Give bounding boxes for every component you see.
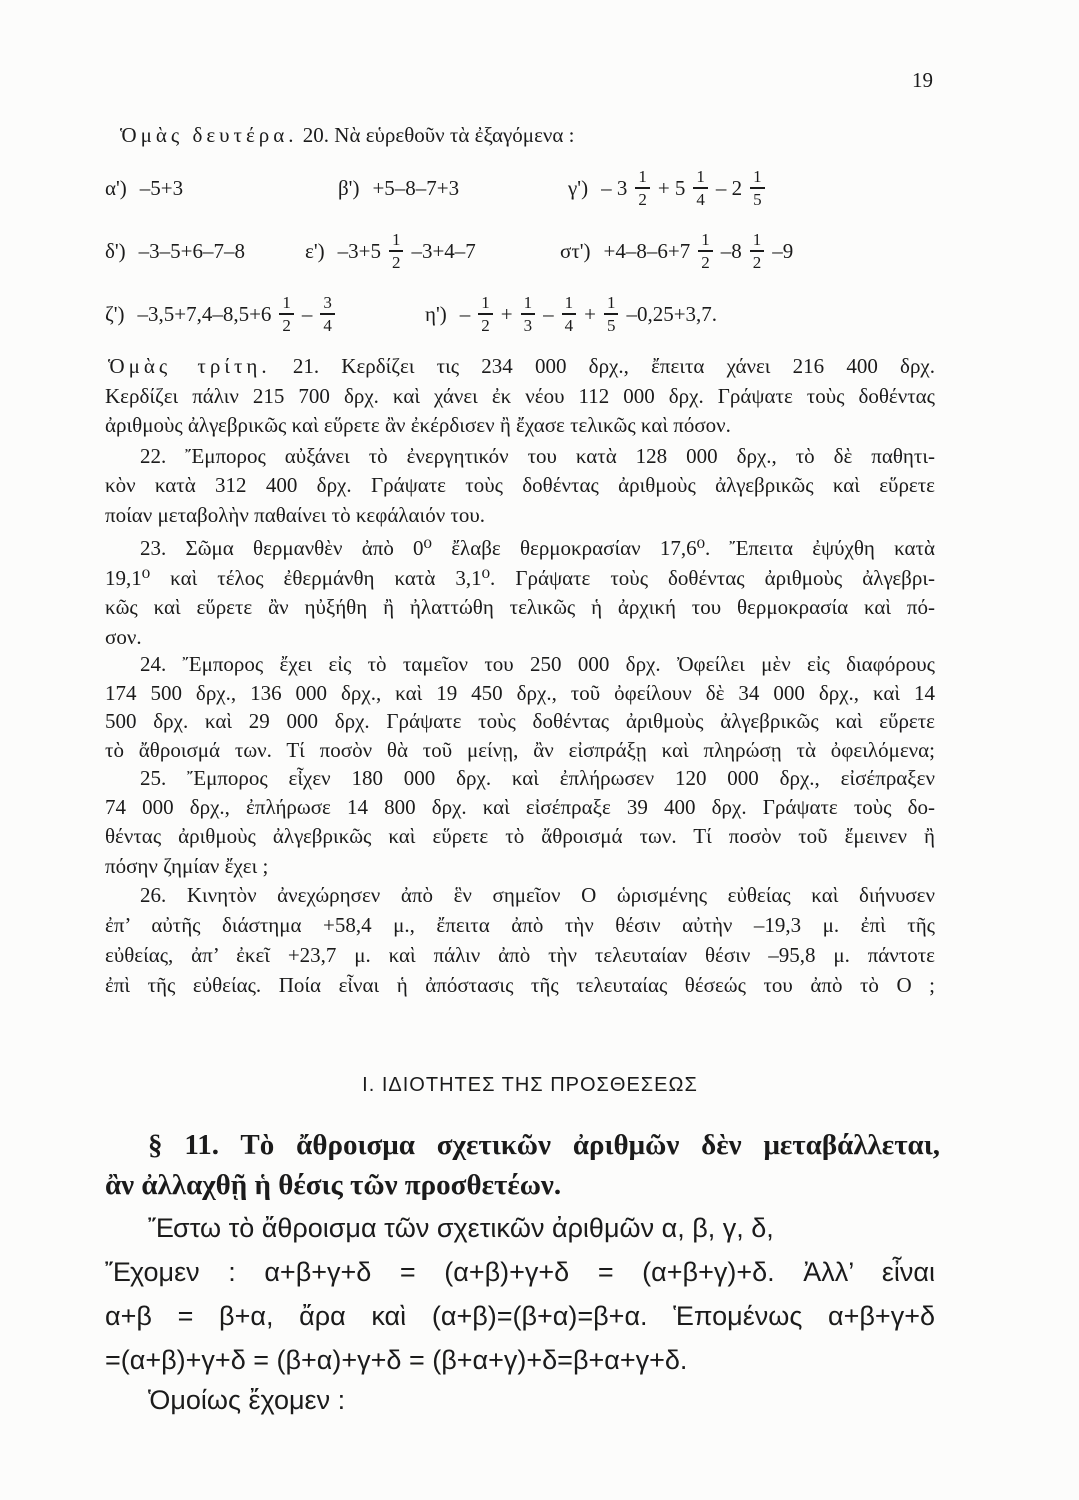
expression-term: –3,5+7,4–8,5+6 bbox=[137, 301, 272, 326]
expression-term: –8 bbox=[720, 238, 742, 263]
exercise-row-2 bbox=[0, 225, 1079, 277]
fraction-bar bbox=[750, 187, 765, 188]
body-line-1: Ἔστω τὸ ἄθροισμα τῶν σχετικῶν ἀριθμῶν α, β, γ, δ, bbox=[148, 1213, 774, 1243]
fraction bbox=[320, 293, 335, 334]
fraction-denominator: 4 bbox=[564, 315, 574, 335]
fraction bbox=[693, 167, 708, 208]
fraction bbox=[389, 230, 404, 271]
fraction-denominator: 2 bbox=[701, 252, 710, 272]
fraction-denominator: 2 bbox=[638, 189, 647, 209]
expression-term: –3+4–7 bbox=[411, 238, 476, 263]
fraction-bar bbox=[389, 250, 404, 251]
exercise-label: β') bbox=[338, 175, 360, 200]
problem-23-line-3: κῶς καὶ εὕρετε ἂν ηὐξήθη ἢ ἠλαττώθη τελικῶς ἡ ἀρχική του θερμοκρασία καὶ πό- bbox=[105, 595, 935, 619]
exercise-alpha bbox=[105, 162, 187, 214]
body-line-4: =(α+β)+γ+δ = (β+α)+γ+δ = (β+α+γ)+δ=β+α+γ+δ. bbox=[105, 1345, 688, 1375]
fraction bbox=[521, 293, 536, 334]
problem-25-line-2: 74 000 δρχ., ἐπλήρωσε 14 800 δρχ. καὶ εἰσέπραξε 39 400 δρχ. Γράψατε τοὺς δο- bbox=[105, 795, 935, 819]
fraction-denominator: 5 bbox=[753, 189, 762, 209]
exercise-beta bbox=[338, 162, 463, 214]
expression-term: + 5 bbox=[657, 175, 686, 200]
expression-term: – bbox=[459, 301, 471, 326]
expression-term: –3–5+6–7–8 bbox=[138, 238, 246, 263]
body-line-2: Ἔχομεν : α+β+γ+δ = (α+β)+γ+δ = (α+β+γ)+δ. Ἀλλ’ εἶναι bbox=[105, 1257, 935, 1287]
problem-23-line-2: 19,1⁰ καὶ τέλος ἐθερμάνθη κατὰ 3,1⁰. Γράψατε τοὺς δοθέντας ἀριθμοὺς ἀλγεβρι- bbox=[105, 566, 935, 590]
exercise-delta bbox=[105, 225, 249, 277]
problem-26-line-3: εὐθείας, ἀπ’ ἐκεῖ +23,7 μ. καὶ πάλιν ἀπὸ τὴν τελευταίαν θέσιν –95,8 μ. πάντοτε bbox=[105, 943, 935, 967]
fraction-bar bbox=[279, 313, 294, 314]
problem-25-line-4: πόσην ζημίαν ἔχει ; bbox=[105, 854, 269, 878]
group-3-title: Ὁμὰς τρίτη. bbox=[108, 354, 271, 378]
fraction-numerator: 1 bbox=[638, 167, 647, 187]
fraction-numerator: 1 bbox=[481, 293, 490, 313]
fraction-denominator: 2 bbox=[282, 315, 291, 335]
expression-term: + bbox=[500, 301, 513, 326]
fraction bbox=[562, 293, 577, 334]
problem-22-line-1: 22. Ἔμπορος αὐξάνει τὸ ἐνεργητικόν του κατὰ 128 000 δρχ., τὸ δὲ παθητι- bbox=[140, 444, 935, 468]
fraction-bar bbox=[478, 313, 493, 314]
problem-24-line-3: 500 δρχ. καὶ 29 000 δρχ. Γράψατε τοὺς δοθέντας ἀριθμοὺς ἀλγεβρικῶς καὶ εὕρετε bbox=[105, 709, 935, 733]
problem-21-line-2: Κερδίζει πάλιν 215 700 δρχ. καὶ χάνει ἐκ νέου 112 000 δρχ. Γράψατε τοὺς δοθέντας bbox=[105, 384, 935, 408]
problem-20-instruction: 20. Νὰ εὑρεθοῦν τὰ ἐξαγόμενα : bbox=[302, 123, 575, 147]
fraction-numerator: 1 bbox=[701, 230, 710, 250]
fraction-numerator: 1 bbox=[282, 293, 291, 313]
fraction bbox=[635, 167, 650, 208]
problem-24-line-2: 174 500 δρχ., 136 000 δρχ., καὶ 19 450 δρχ., τοῦ ὀφείλουν δὲ 34 000 δρχ., καὶ 14 bbox=[105, 681, 935, 705]
exercise-epsilon bbox=[305, 225, 480, 277]
fraction bbox=[750, 167, 765, 208]
body-line-5: Ὁμοίως ἔχομεν : bbox=[148, 1385, 346, 1415]
fraction-bar bbox=[521, 313, 536, 314]
fraction-numerator: 1 bbox=[564, 293, 574, 313]
expression-term: – 3 bbox=[601, 175, 628, 200]
fraction-numerator: 1 bbox=[606, 293, 616, 313]
expression-term: +4–8–6+7 bbox=[603, 238, 691, 263]
fraction-numerator: 1 bbox=[391, 230, 401, 250]
exercise-eta bbox=[425, 288, 721, 340]
expression-term: –9 bbox=[772, 238, 794, 263]
problem-25-line-1: 25. Ἔμπορος εἶχεν 180 000 δρχ. καὶ ἐπλήρωσεν 120 000 δρχ., εἰσέπραξεν bbox=[140, 766, 935, 790]
problem-22-line-3: ποίαν μεταβολὴν παθαίνει τὸ κεφάλαιόν του. bbox=[105, 503, 486, 527]
fraction-bar bbox=[698, 250, 713, 251]
expression-term: –0,25+3,7. bbox=[626, 301, 718, 326]
problem-23-line-1: 23. Σῶμα θερμανθὲν ἀπὸ 0⁰ ἔλαβε θερμοκρασίαν 17,6⁰. Ἔπειτα ἐψύχθη κατὰ bbox=[140, 536, 935, 560]
paragraph-title-line-1: § 11. Τὸ ἄθροισμα σχετικῶν ἀριθμῶν δὲν μεταβάλλεται, bbox=[148, 1129, 940, 1161]
exercise-gamma bbox=[568, 162, 769, 214]
fraction-bar bbox=[562, 313, 577, 314]
fraction bbox=[698, 230, 713, 271]
exercise-stigma bbox=[560, 225, 797, 277]
fraction-denominator: 2 bbox=[481, 315, 490, 335]
expression-term: – bbox=[301, 301, 313, 326]
fraction-bar bbox=[750, 250, 765, 251]
expression-term: +5–8–7+3 bbox=[372, 175, 460, 200]
fraction-bar bbox=[693, 187, 708, 188]
expression-term: –3+5 bbox=[337, 238, 381, 263]
exercise-label: ε') bbox=[305, 238, 325, 263]
exercise-row-3 bbox=[0, 288, 1079, 340]
problem-26-line-2: ἐπ’ αὐτῆς διάστημα +58,4 μ., ἔπειτα ἀπὸ τὴν θέσιν αὐτὴν –19,3 μ. ἐπὶ τῆς bbox=[105, 913, 935, 937]
fraction-denominator: 2 bbox=[391, 252, 401, 272]
expression-term: –5+3 bbox=[139, 175, 184, 200]
fraction-bar bbox=[604, 313, 619, 314]
exercise-label: γ') bbox=[568, 175, 589, 200]
fraction bbox=[604, 293, 619, 334]
problem-24-line-4: τὸ ἄθροισμά των. Τί ποσὸν θὰ τοῦ μείνῃ, ἂν εἰσπράξῃ καὶ πληρώσῃ τὰ ὀφειλόμενα; bbox=[105, 738, 935, 762]
fraction bbox=[750, 230, 765, 271]
fraction bbox=[279, 293, 294, 334]
fraction-numerator: 1 bbox=[752, 230, 762, 250]
expression-term: + bbox=[584, 301, 596, 326]
fraction bbox=[478, 293, 493, 334]
problem-26-line-4: ἐπὶ τῆς εὐθείας. Ποία εἶναι ἡ ἀπόστασις τῆς τελευταίας θέσεώς του ἀπὸ τὸ Ο ; bbox=[105, 973, 935, 997]
fraction-numerator: 1 bbox=[523, 293, 533, 313]
group-3-heading-line bbox=[108, 354, 935, 378]
problem-26-line-1: 26. Κινητὸν ἀνεχώρησεν ἀπὸ ἓν σημεῖον Ο ὡρισμένης εὐθείας καὶ διήνυσεν bbox=[140, 883, 935, 907]
fraction-denominator: 4 bbox=[696, 189, 705, 209]
fraction-denominator: 5 bbox=[606, 315, 616, 335]
group-2-title: Ὁμὰς δευτέρα. bbox=[120, 123, 298, 147]
fraction-bar bbox=[320, 313, 335, 314]
section-heading: Ι. ΙΔΙΟΤΗΤΕΣ ΤΗΣ ΠΡΟΣΘΕΣΕΩΣ bbox=[362, 1074, 698, 1096]
exercise-label: ζ') bbox=[105, 301, 125, 326]
expression-term: – bbox=[543, 301, 554, 326]
problem-21-line-3: ἀριθμοὺς ἀλγεβρικῶς καὶ εὕρετε ἂν ἐκέρδισεν ἢ ἔχασε τελικῶς καὶ πόσον. bbox=[105, 413, 731, 437]
problem-22-line-2: κὸν κατὰ 312 400 δρχ. Γράψατε τοὺς δοθέντας ἀριθμοὺς ἀλγεβρικῶς καὶ εὕρετε bbox=[105, 473, 935, 497]
fraction-numerator: 1 bbox=[696, 167, 705, 187]
problem-24-line-1: 24. Ἔμπορος ἔχει εἰς τὸ ταμεῖον του 250 000 δρχ. Ὀφείλει μὲν εἰς διαφόρους bbox=[140, 652, 935, 676]
problem-23-line-4: σον. bbox=[105, 625, 142, 649]
fraction-bar bbox=[635, 187, 650, 188]
problem-25-line-3: θέντας ἀριθμοὺς ἀλγεβρικῶς καὶ εὕρετε τὸ ἄθροισμά των. Τί ποσὸν τοῦ ἔμεινεν ἢ bbox=[105, 824, 935, 848]
fraction-denominator: 4 bbox=[323, 315, 332, 335]
page-number: 19 bbox=[912, 68, 933, 92]
problem-21-line-1: 21. Κερδίζει τις 234 000 δρχ., ἔπειτα χάνει 216 400 δρχ. bbox=[292, 354, 935, 378]
exercise-label: στ') bbox=[560, 238, 591, 263]
paragraph-title-line-2: ἂν ἀλλαχθῇ ἡ θέσις τῶν προσθετέων. bbox=[105, 1169, 562, 1201]
fraction-numerator: 1 bbox=[753, 167, 762, 187]
fraction-denominator: 2 bbox=[752, 252, 762, 272]
exercise-label: δ') bbox=[105, 238, 126, 263]
exercise-label: α') bbox=[105, 175, 127, 200]
group-2-heading-line bbox=[120, 123, 574, 147]
fraction-denominator: 3 bbox=[523, 315, 533, 335]
exercise-row-1 bbox=[0, 162, 1079, 214]
exercise-zeta bbox=[105, 288, 339, 340]
fraction-numerator: 3 bbox=[323, 293, 332, 313]
body-line-3: α+β = β+α, ἄρα καὶ (α+β)=(β+α)=β+α. Ἑπομένως α+β+γ+δ bbox=[105, 1301, 935, 1331]
expression-term: – 2 bbox=[715, 175, 743, 200]
exercise-label: η') bbox=[425, 301, 447, 326]
